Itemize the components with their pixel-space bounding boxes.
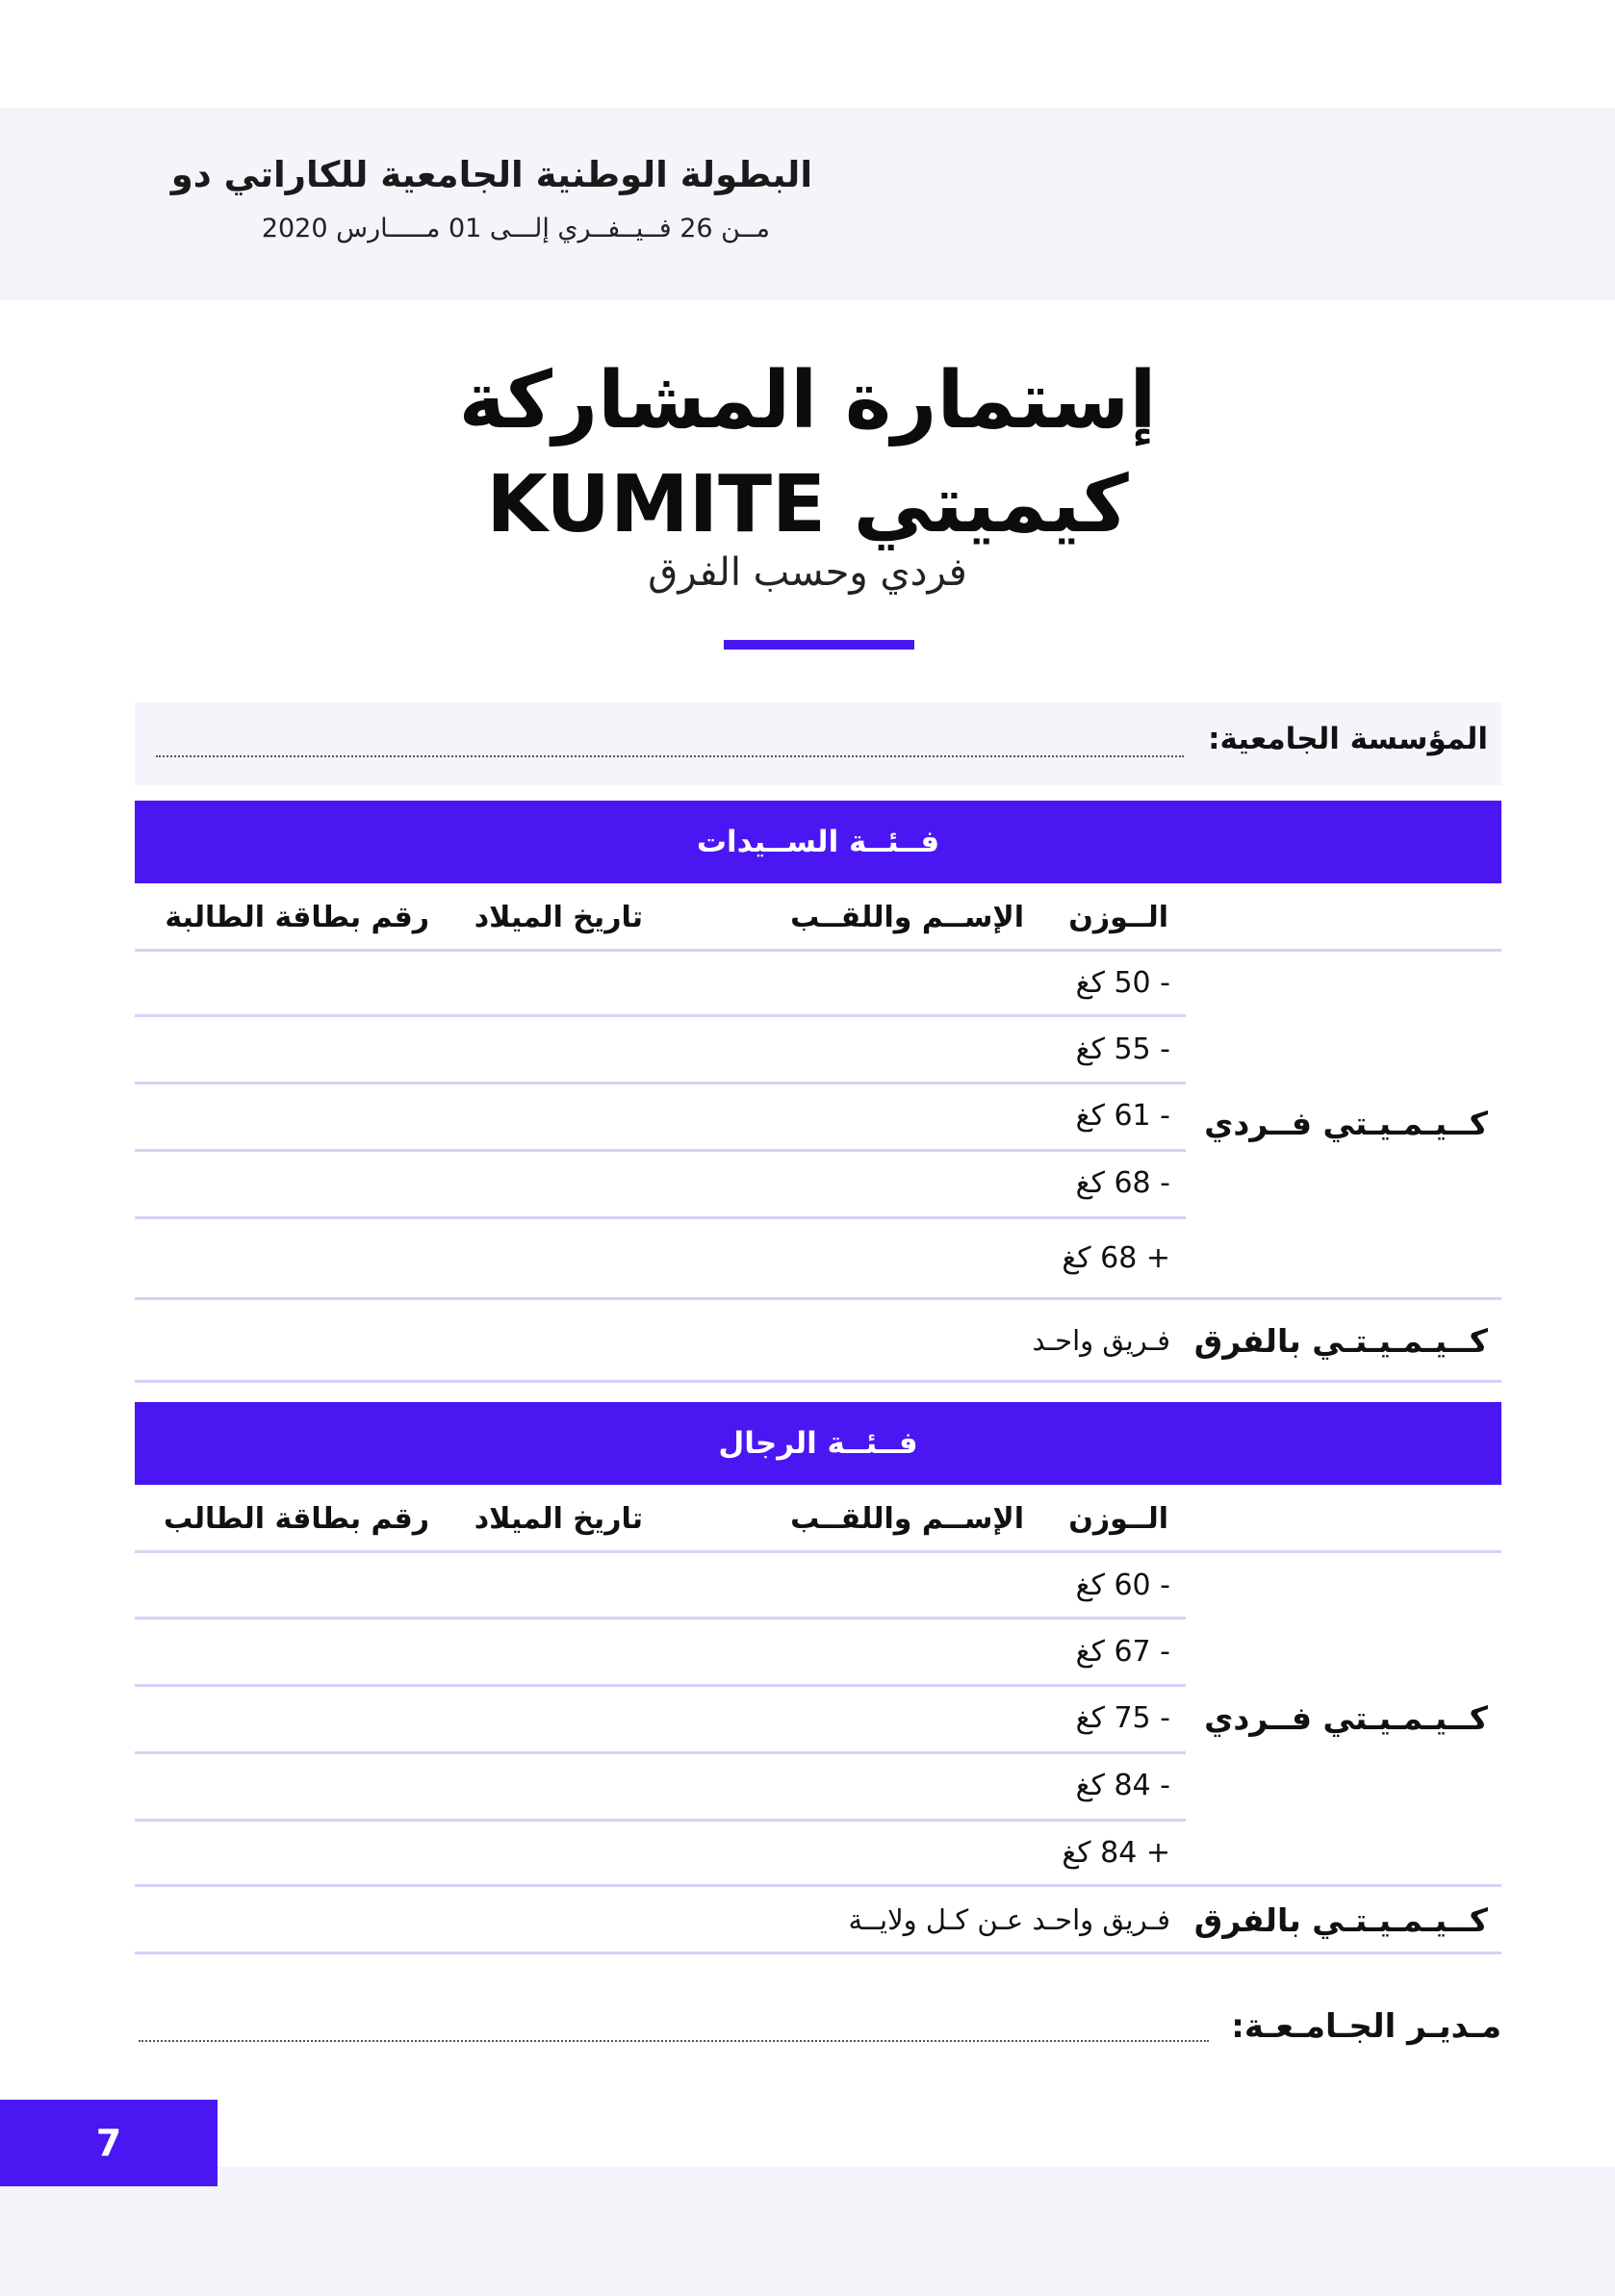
form-subtitle: فردي وحسب الفرق bbox=[648, 550, 967, 595]
championship-dates: مــن 26 فــيــفــري إلـــى 01 مـــــارس 2020 bbox=[261, 214, 770, 243]
women-weight-5: + 68 كغ bbox=[1062, 1241, 1170, 1275]
footer-band bbox=[0, 2167, 1615, 2296]
men-team-kumite-label: كــيـمـيـتـي بالفرق bbox=[1193, 1901, 1488, 1939]
women-team-kumite-label: كــيـمـيـتـي بالفرق bbox=[1193, 1322, 1488, 1360]
table-divider bbox=[135, 949, 1501, 952]
institution-label: المؤسسة الجامعية: bbox=[1208, 722, 1488, 756]
form-title: إستمارة المشاركة bbox=[458, 355, 1157, 446]
men-weight-4: - 84 كغ bbox=[1075, 1769, 1170, 1802]
table-divider bbox=[135, 1149, 1186, 1152]
table-divider bbox=[135, 1684, 1186, 1687]
page-number: 7 bbox=[95, 2122, 122, 2164]
table-divider bbox=[135, 1617, 1186, 1620]
men-individual-kumite-label: كــيـمـيـتي فــردي bbox=[1204, 1699, 1488, 1737]
men-weight-5: + 84 كغ bbox=[1062, 1836, 1170, 1870]
table-divider bbox=[135, 1884, 1501, 1887]
table-divider bbox=[135, 1380, 1501, 1383]
women-weight-1: - 50 كغ bbox=[1075, 966, 1170, 1000]
championship-title: البطولة الوطنية الجامعية للكاراتي دو bbox=[170, 154, 812, 195]
men-weight-1: - 60 كغ bbox=[1075, 1569, 1170, 1602]
column-name: الإســم واللقــب bbox=[790, 901, 1024, 934]
column-birth-date: تاريخ الميلاد bbox=[474, 901, 643, 934]
women-category-title: فــئــة الســيدات bbox=[696, 825, 940, 859]
men-weight-2: - 67 كغ bbox=[1075, 1635, 1170, 1669]
table-divider bbox=[135, 1751, 1186, 1754]
women-weight-4: - 68 كغ bbox=[1075, 1166, 1170, 1200]
column-name: الإســم واللقــب bbox=[790, 1502, 1024, 1536]
table-divider bbox=[135, 1082, 1186, 1084]
column-weight: الــوزن bbox=[1068, 901, 1168, 934]
men-team-note: فـريق واحـد عـن كـل ولايــة bbox=[848, 1903, 1170, 1936]
table-divider bbox=[135, 1014, 1186, 1017]
men-category-title: فــئــة الرجال bbox=[718, 1426, 918, 1461]
university-director-label: مـديـر الجـامـعـة: bbox=[1231, 2007, 1501, 2046]
form-title-kumite: كيميتي KUMITE bbox=[486, 459, 1129, 550]
title-accent-bar bbox=[724, 640, 914, 650]
women-weight-2: - 55 كغ bbox=[1075, 1033, 1170, 1066]
page-number-box bbox=[0, 2100, 218, 2186]
column-student-card: رقم بطاقة الطالبة bbox=[165, 901, 429, 934]
institution-input-line[interactable] bbox=[156, 755, 1184, 757]
table-divider bbox=[135, 1297, 1501, 1300]
table-divider bbox=[135, 1819, 1186, 1822]
director-signature-line[interactable] bbox=[139, 2040, 1209, 2042]
women-individual-kumite-label: كــيـمـيـتي فــردي bbox=[1204, 1105, 1488, 1142]
table-divider bbox=[135, 1550, 1501, 1553]
women-weight-3: - 61 كغ bbox=[1075, 1099, 1170, 1133]
column-weight: الــوزن bbox=[1068, 1502, 1168, 1536]
women-category-bar bbox=[135, 801, 1501, 883]
column-student-card: رقم بطاقة الطالب bbox=[164, 1502, 429, 1536]
men-category-bar bbox=[135, 1402, 1501, 1485]
women-team-note: فـريق واحـد bbox=[1032, 1324, 1170, 1357]
table-divider bbox=[135, 1216, 1186, 1219]
table-divider bbox=[135, 1952, 1501, 1954]
column-birth-date: تاريخ الميلاد bbox=[474, 1502, 643, 1536]
header-band bbox=[0, 108, 1615, 300]
men-weight-3: - 75 كغ bbox=[1075, 1701, 1170, 1735]
